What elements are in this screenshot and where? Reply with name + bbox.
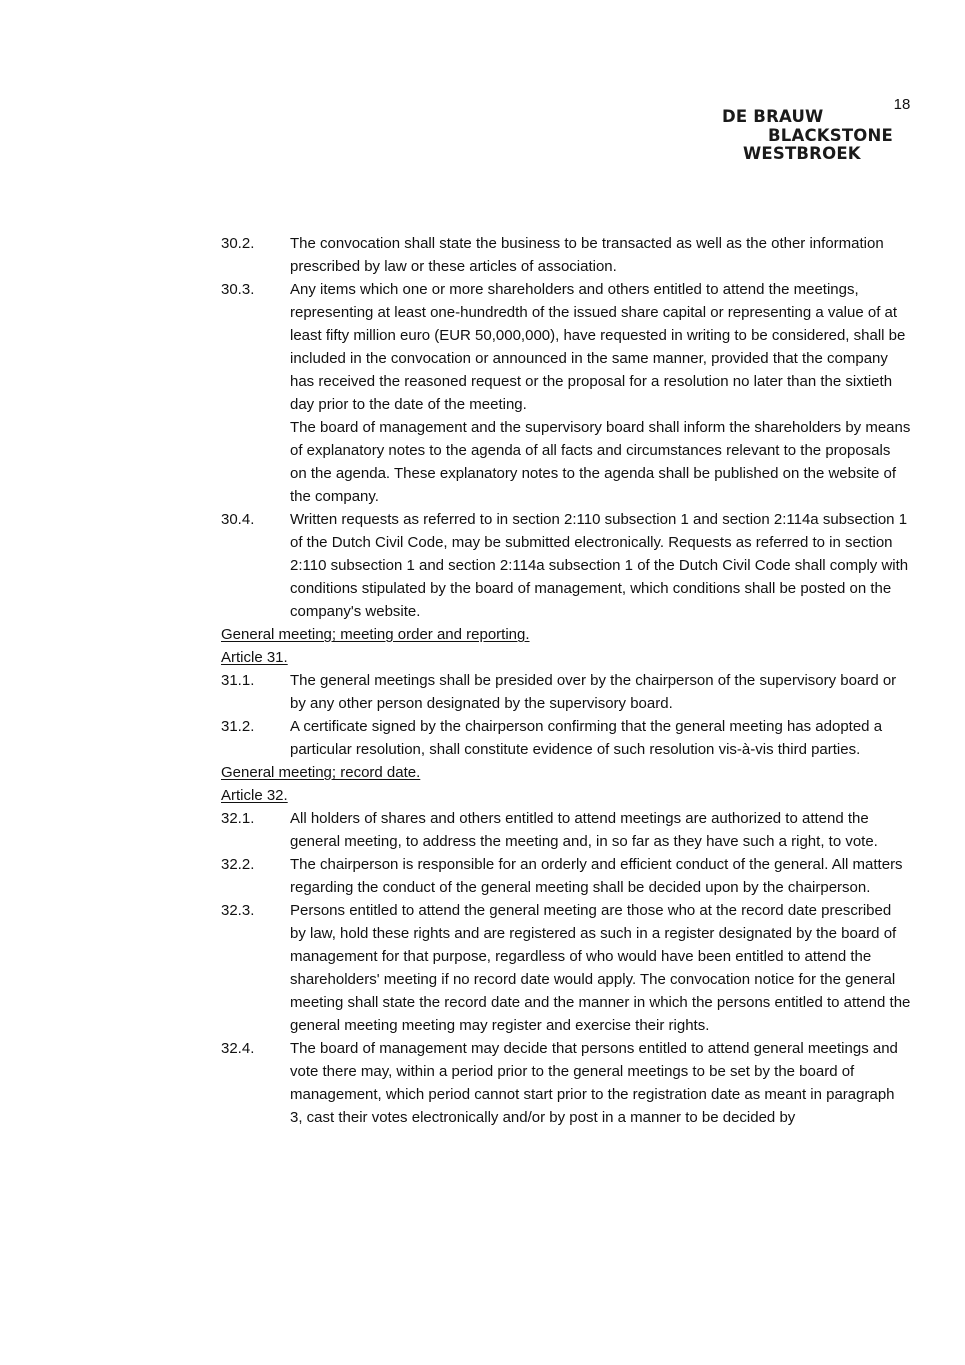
clause-text: [290, 715, 911, 761]
article-32-heading: Article 32.: [221, 787, 288, 804]
clause-32-2: [221, 853, 911, 899]
clause-text: [290, 508, 911, 623]
clause-31-1: [221, 669, 911, 715]
clause-30-2: [221, 232, 911, 278]
clause-paragraph: All holders of shares and others entitled to attend meetings are authorized to attend the general meeting, to address the meeting and, in so far as they have such a right, to vote.: [290, 810, 878, 850]
clause-number: 31.2.: [221, 718, 255, 735]
clause-text: [290, 899, 911, 1037]
clause-number: 32.1.: [221, 810, 255, 827]
clause-paragraph: The board of management may decide that persons entitled to attend general meetings and vote there may, within a period prior to the general meetings to be set by the board of management, which period cannot start prior to the registration date as meant in paragraph 3, cast their votes electronically and/or by post in a manner to be decided by: [290, 1040, 898, 1126]
clause-number: 32.4.: [221, 1040, 255, 1057]
section-heading-record-date: General meeting; record date.: [221, 764, 421, 781]
clause-paragraph: The convocation shall state the business to be transacted as well as the other information prescribed by law or these articles of association.: [290, 235, 884, 275]
clause-32-1: [221, 807, 911, 853]
section-heading-meeting-order: General meeting; meeting order and reporting.: [221, 626, 530, 643]
clause-number: 31.1.: [221, 672, 255, 689]
clause-number: 30.3.: [221, 281, 255, 298]
clause-paragraph: Written requests as referred to in section 2:110 subsection 1 and section 2:114a subsection 1 of the Dutch Civil Code, may be submitted electronically. Requests as referred to in section 2:110 subsection 1 and section 2:114a subsection 1 of the Dutch Civil Code shall comply with conditions stipulated by the board of management, which conditions shall be posted on the company's website.: [290, 511, 909, 620]
clause-paragraph: Any items which one or more shareholders and others entitled to attend the meetings, representing at least one-hundredth of the issued share capital or representing a value of at least fifty million euro (EUR 50,000,000), have requested in writing to be considered, shall be included in the convocation or announced in the same manner, provided that the company has received the reasoned request or the proposal for a resolution no later than the sixtieth day prior to the date of the meeting.: [290, 281, 906, 413]
clause-text: [290, 278, 911, 508]
document-body: [221, 232, 911, 1129]
clause-paragraph: The general meetings shall be presided over by the chairperson of the supervisory board or by any other person designated by the supervisory board.: [290, 672, 897, 712]
logo-line-1: DE BRAUW: [722, 107, 824, 126]
article-31-heading: Article 31.: [221, 649, 288, 666]
clause-text: [290, 669, 911, 715]
clause-paragraph: Persons entitled to attend the general meeting are those who at the record date prescribed by law, hold these rights and are registered as such in a register designated by the board of management for that purpose, regardless of who would have been entitled to attend the shareholders' meeting if no record date would apply. The convocation notice for the general meeting shall state the record date and the manner in which the persons entitled to attend the general meeting meeting may register and exercise their rights.: [290, 902, 911, 1034]
clause-text: [290, 1037, 911, 1129]
clause-paragraph: A certificate signed by the chairperson confirming that the general meeting has adopted a particular resolution, shall constitute evidence of such resolution vis-à-vis third parties.: [290, 718, 883, 758]
clause-number: 32.3.: [221, 902, 255, 919]
clause-number: 30.2.: [221, 235, 255, 252]
clause-32-4: [221, 1037, 911, 1129]
clause-31-2: [221, 715, 911, 761]
clause-paragraph: The chairperson is responsible for an orderly and efficient conduct of the general. All matters regarding the conduct of the general meeting shall be decided upon by the chairperson.: [290, 856, 903, 896]
page-number: 18: [893, 96, 911, 113]
clause-text: [290, 232, 911, 278]
logo-line-2: BLACKSTONE: [768, 125, 894, 145]
clause-30-3: [221, 278, 911, 508]
firm-logo: [722, 108, 893, 164]
clause-text: [290, 807, 911, 853]
clause-paragraph: The board of management and the supervisory board shall inform the shareholders by means of explanatory notes to the agenda of all facts and circumstances relevant to the proposals on the agenda. These explanatory notes to the agenda shall be published on the website of the company.: [290, 419, 911, 505]
logo-line-3: WESTBROEK: [743, 144, 861, 163]
clause-number: 32.2.: [221, 856, 255, 873]
clause-text: [290, 853, 911, 899]
clause-30-4: [221, 508, 911, 623]
clause-number: 30.4.: [221, 511, 255, 528]
clause-32-3: [221, 899, 911, 1037]
